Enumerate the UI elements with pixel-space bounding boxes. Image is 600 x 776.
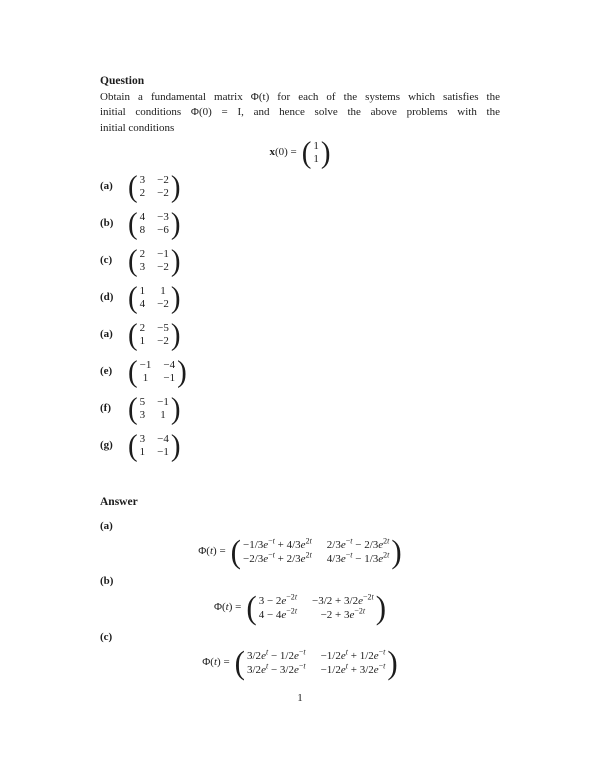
matrix: [230, 533, 402, 570]
matrix-paren-open: (: [234, 644, 245, 681]
matrix-cell: −6: [157, 224, 169, 236]
matrix-paren-close: ): [170, 281, 181, 315]
matrix-cells: [140, 285, 169, 311]
matrix-cell: −1: [163, 372, 176, 384]
matrix-paren-close: ): [320, 136, 331, 170]
answer-part-label: (a): [100, 519, 113, 532]
matrix-cell: −1: [157, 248, 169, 260]
matrix: [128, 170, 181, 204]
equation-lhs: Φ(t) =: [198, 545, 226, 558]
matrix: [128, 281, 181, 315]
matrix-paren-open: (: [128, 244, 138, 278]
matrix-cell: 1: [142, 372, 149, 384]
matrix-paren-open: (: [230, 533, 241, 570]
system-item: [100, 355, 500, 389]
matrix-cell: 4: [139, 298, 146, 310]
paragraph-line: initial conditions: [100, 121, 175, 134]
matrix-cell: 1: [313, 153, 319, 165]
system-label: (d): [100, 291, 114, 304]
matrix-cells: [140, 322, 169, 348]
equation-row: [269, 136, 331, 170]
matrix-paren-close: ): [387, 644, 398, 681]
matrix-cell: −2: [157, 261, 169, 273]
matrix-cell: $-1/2e^t + 3/2e^{-t}$: [320, 661, 386, 676]
matrix-cell: $3 - 2e^{-2t}$: [258, 592, 298, 607]
matrix-cell: $-2 + 3e^{-2t}$: [320, 606, 366, 621]
matrix-cell: 5: [139, 396, 146, 408]
matrix-cell: −4: [157, 433, 169, 445]
answer-part-label: (b): [100, 575, 114, 587]
equation-row: [213, 588, 387, 626]
matrix-cell: −5: [157, 322, 169, 334]
answer-equation: [100, 533, 500, 570]
matrix-cell: 1: [313, 140, 319, 152]
matrix-paren-close: ): [375, 588, 387, 626]
answer-equation: [100, 588, 500, 626]
matrix-cell: 2: [139, 248, 146, 260]
matrix-paren-open: (: [128, 392, 138, 426]
equation-lhs: Φ(t) =: [213, 600, 242, 613]
matrix: [301, 136, 331, 170]
matrix-cell: 3: [139, 433, 146, 445]
answer-equation: [100, 644, 500, 681]
system-item: [100, 318, 500, 352]
matrix-paren-close: ): [170, 318, 181, 352]
matrix-paren-close: ): [170, 244, 181, 278]
matrix-cell: 1: [160, 285, 166, 297]
equation-row: [202, 644, 398, 681]
matrix-paren-close: ): [177, 355, 187, 389]
matrix-cells: [243, 538, 389, 566]
matrix: [128, 392, 181, 426]
matrix-cell: −4: [163, 359, 176, 371]
matrix-cells: [140, 433, 169, 459]
system-label: (a): [100, 180, 113, 193]
matrix-cell: −2: [157, 335, 169, 347]
matrix-cell: $4/3e^{-t} - 1/3e^{2t}$: [326, 550, 390, 565]
matrix-cell: $2/3e^{-t} - 2/3e^{2t}$: [326, 536, 390, 551]
matrix-cell: 2: [139, 187, 146, 199]
matrix-cell: 1: [139, 335, 146, 347]
matrix-cell: −3: [157, 211, 169, 223]
question-paragraph: [100, 90, 500, 137]
answer-part-label: (c): [100, 630, 113, 643]
matrix-cell: −1: [139, 359, 152, 371]
matrix-cell: 3: [139, 261, 146, 273]
system-label: (a): [100, 328, 113, 341]
system-label: (e): [100, 365, 113, 378]
system-label: (f): [100, 402, 111, 415]
matrix-paren-open: (: [128, 207, 138, 241]
matrix-cell: −1: [157, 446, 169, 458]
matrix-paren-open: (: [128, 281, 138, 315]
system-label: (b): [100, 217, 114, 230]
matrix-cell: $3/2e^t - 1/2e^{-t}$: [247, 647, 306, 662]
matrix-paren-close: ): [170, 170, 181, 204]
matrix-cells: [140, 248, 169, 274]
matrix: [128, 355, 187, 389]
system-item: [100, 170, 500, 204]
matrix: [128, 429, 181, 463]
equation-lhs: [269, 145, 296, 161]
matrix-cell: −2: [157, 298, 169, 310]
equation-row: [198, 533, 402, 570]
matrix-cell: $4 - 4e^{-2t}$: [258, 606, 298, 621]
matrix-cell: 8: [139, 224, 146, 236]
question-heading: Question: [100, 75, 145, 87]
answer-heading: Answer: [100, 496, 138, 508]
initial-condition-equation: [100, 136, 500, 170]
matrix: [246, 588, 387, 626]
matrix-paren-close: ): [391, 533, 402, 570]
matrix-cells: [140, 174, 169, 200]
matrix-cell: −2: [157, 187, 169, 199]
matrix-cell: 1: [139, 285, 146, 297]
matrix-cells: [247, 649, 385, 677]
matrix-paren-open: (: [246, 588, 257, 626]
matrix-paren-close: ): [170, 392, 181, 426]
matrix-cells: [140, 396, 169, 422]
matrix-cell: $-1/3e^{-t} + 4/3e^{2t}$: [243, 536, 312, 551]
system-item: [100, 244, 500, 278]
matrix-cell: −2: [157, 174, 169, 186]
matrix-cell: $-3/2 + 3/2e^{-2t}$: [312, 592, 374, 607]
matrix: [128, 207, 181, 241]
matrix-cells: [313, 140, 319, 166]
vector-x: x: [269, 146, 275, 159]
matrix-cell: 4: [139, 211, 146, 223]
matrix-cell: 1: [139, 446, 146, 458]
system-item: [100, 281, 500, 315]
matrix: [128, 244, 181, 278]
matrix-paren-close: ): [170, 207, 181, 241]
matrix-cell: $-1/2e^t + 1/2e^{-t}$: [320, 647, 386, 662]
matrix-cell: $-2/3e^{-t} + 2/3e^{2t}$: [243, 550, 312, 565]
system-list: [100, 170, 500, 463]
equation-relation: (0) =: [274, 146, 297, 159]
matrix-paren-open: (: [128, 355, 138, 389]
matrix-cells: [259, 594, 374, 622]
system-item: [100, 429, 500, 463]
matrix-cell: 3: [139, 409, 146, 421]
system-item: [100, 207, 500, 241]
matrix-paren-open: (: [301, 136, 312, 170]
matrix-cell: 1: [160, 409, 166, 421]
matrix-cells: [140, 359, 175, 385]
system-label: (c): [100, 254, 113, 267]
system-item: [100, 392, 500, 426]
equation-lhs: Φ(t) =: [202, 656, 230, 669]
paragraph-line: initial conditions Φ(0) = I, and hence solve the above problems with the: [100, 106, 500, 118]
matrix: [234, 644, 398, 681]
matrix-cell: 3: [139, 174, 146, 186]
matrix-cells: [140, 211, 169, 237]
matrix-cell: −1: [157, 396, 169, 408]
matrix-cell: $3/2e^t - 3/2e^{-t}$: [247, 661, 306, 676]
matrix-cell: 2: [139, 322, 146, 334]
page-number: 1: [297, 692, 303, 704]
matrix-paren-close: ): [170, 429, 181, 463]
paragraph-line: Obtain a fundamental matrix Φ(t) for each of the systems which satisfies the: [100, 90, 500, 103]
matrix-paren-open: (: [128, 429, 138, 463]
matrix: [128, 318, 181, 352]
system-label: (g): [100, 439, 113, 452]
matrix-paren-open: (: [128, 318, 138, 352]
matrix-paren-open: (: [128, 170, 138, 204]
